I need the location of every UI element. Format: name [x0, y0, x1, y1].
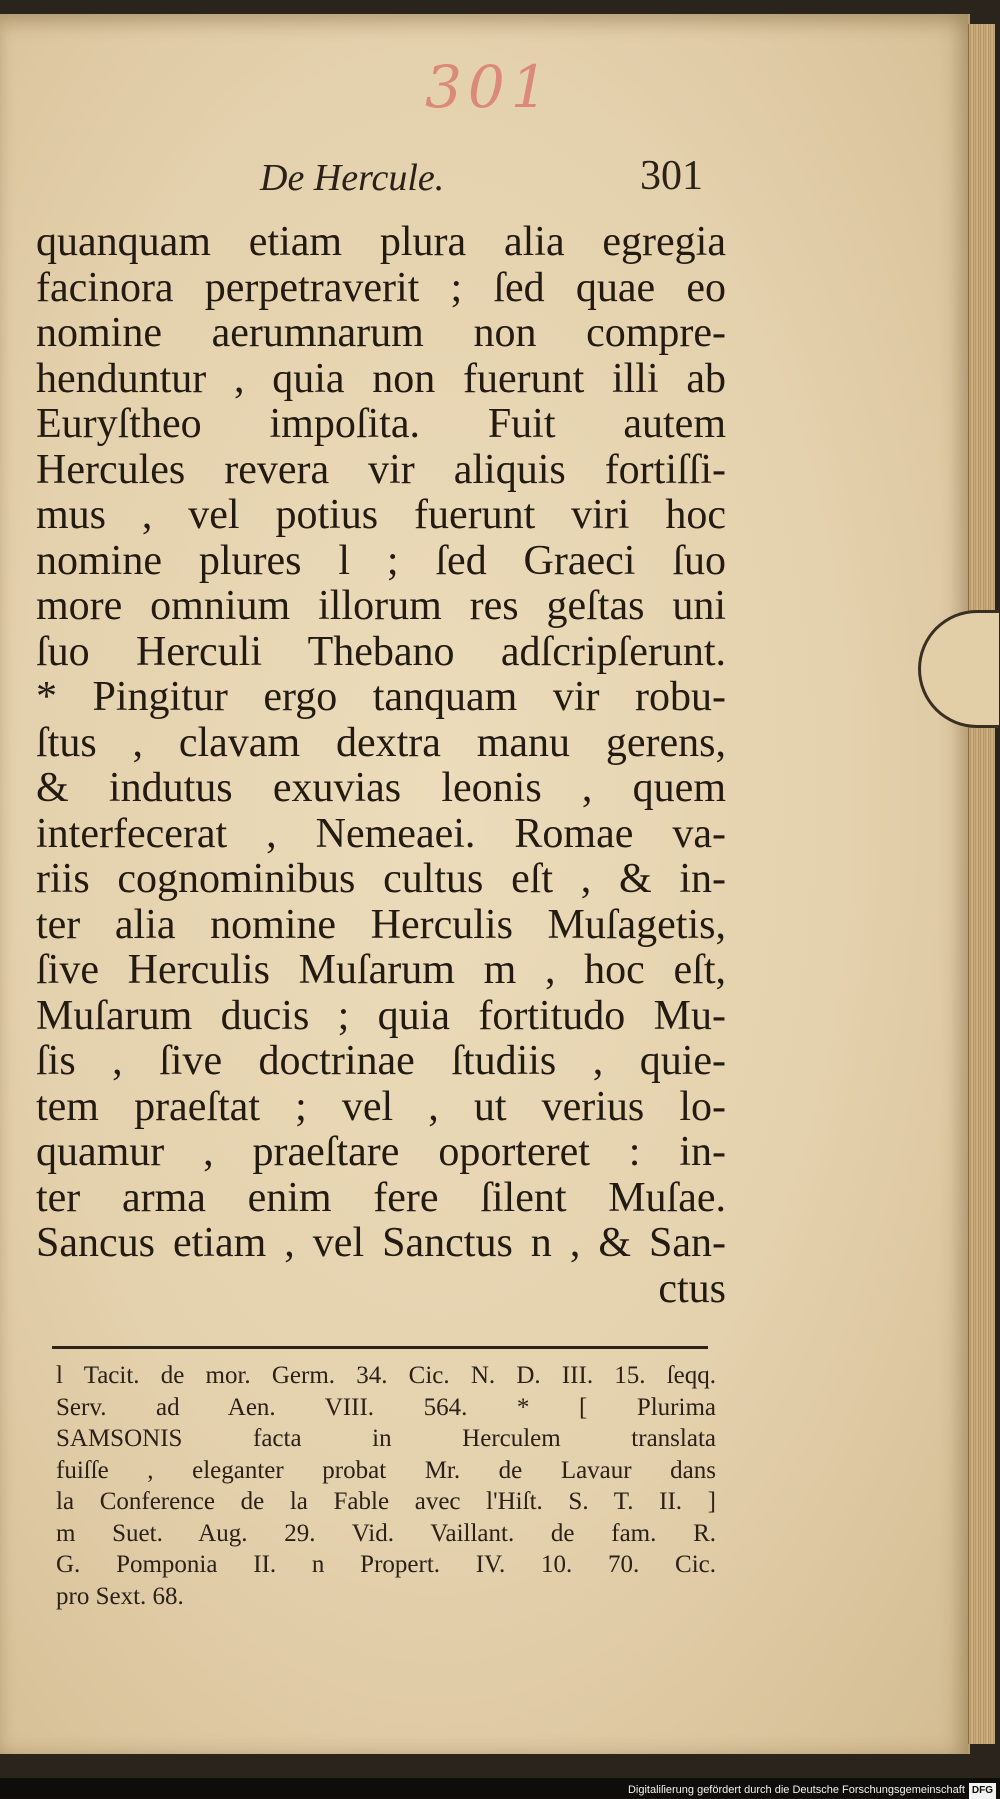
footnote-line: SAMSONIS facta in Herculem translata	[56, 1425, 716, 1452]
text-line: Hercules revera vir aliquis fortiſſi-	[36, 446, 726, 493]
page-edges	[968, 24, 995, 1744]
footnote-divider	[52, 1346, 708, 1349]
pencil-page-mark: 301	[425, 53, 554, 121]
credit-text: Digitaliſierung gefördert durch die Deutsche Forschungsgemeinschaft	[627, 1784, 965, 1796]
footnote-line: fuiſſe , eleganter probat Mr. de Lavaur dans	[56, 1456, 716, 1484]
text-line: quamur , praeſtare oporteret : in-	[36, 1129, 726, 1175]
text-line: riis cognominibus cultus eſt , & in-	[36, 856, 726, 902]
footnote-line: pro Sext. 68.	[56, 1582, 184, 1610]
running-title: De Hercule.	[260, 157, 445, 199]
text-line: ter arma enim fere ſilent Muſae.	[36, 1174, 726, 1221]
text-line: interfecerat , Nemeaei. Romae va-	[36, 810, 726, 857]
footnote-line: Serv. ad Aen. VIII. 564. * [ Plurima	[56, 1393, 716, 1421]
text-line: Muſarum ducis ; quia fortitudo Mu-	[36, 992, 726, 1039]
text-line: ter alia nomine Herculis Muſagetis,	[36, 901, 726, 948]
text-line: nomine aerumnarum non compre-	[36, 310, 726, 356]
text-line: tem praeſtat ; vel , ut verius lo-	[36, 1083, 726, 1130]
footnotes	[56, 1360, 716, 1612]
page-number: 301	[640, 153, 703, 199]
text-line: & indutus exuvias leonis , quem	[36, 765, 726, 811]
book-page	[0, 14, 970, 1754]
text-line: more omnium illorum res geſtas uni	[36, 583, 726, 629]
text-line: Sancus etiam , vel Sanctus n , & San-	[36, 1220, 726, 1266]
text-line: quanquam etiam plura alia egregia	[36, 219, 726, 265]
text-line: ſtus , clavam dextra manu gerens,	[36, 719, 726, 766]
footnote-line: m Suet. Aug. 29. Vid. Vaillant. de fam. R.	[56, 1519, 716, 1547]
text-line: henduntur , quia non fuerunt illi ab	[36, 355, 726, 402]
text-line: Euryſtheo impoſita. Fuit autem	[36, 401, 726, 447]
text-line: ſis , ſive doctrinae ſtudiis , quie-	[36, 1038, 726, 1084]
digitization-credit	[628, 1782, 996, 1798]
footnote-line: l Tacit. de mor. Germ. 34. Cic. N. D. III. 15. ſeqq.	[56, 1362, 716, 1389]
text-line: * Pingitur ergo tanquam vir robu-	[36, 674, 726, 720]
footnote-line: G. Pomponia II. n Propert. IV. 10. 70. Cic.	[56, 1551, 716, 1578]
text-line: ſive Herculis Muſarum m , hoc eſt,	[36, 947, 726, 993]
text-line: facinora perpetraverit ; ſed quae eo	[36, 264, 726, 311]
dfg-logo: DFG	[969, 1783, 996, 1799]
footnote-line: la Conference de la Fable avec l'Hiſt. S. T. II. ]	[56, 1488, 716, 1515]
body-text	[36, 220, 726, 1312]
text-line: ſuo Herculi Thebano adſcripſerunt.	[36, 628, 726, 675]
text-line: mus , vel potius fuerunt viri hoc	[36, 492, 726, 538]
text-line: nomine plures l ; ſed Graeci ſuo	[36, 537, 726, 584]
catchword: ctus	[658, 1265, 726, 1312]
running-head	[40, 152, 720, 212]
